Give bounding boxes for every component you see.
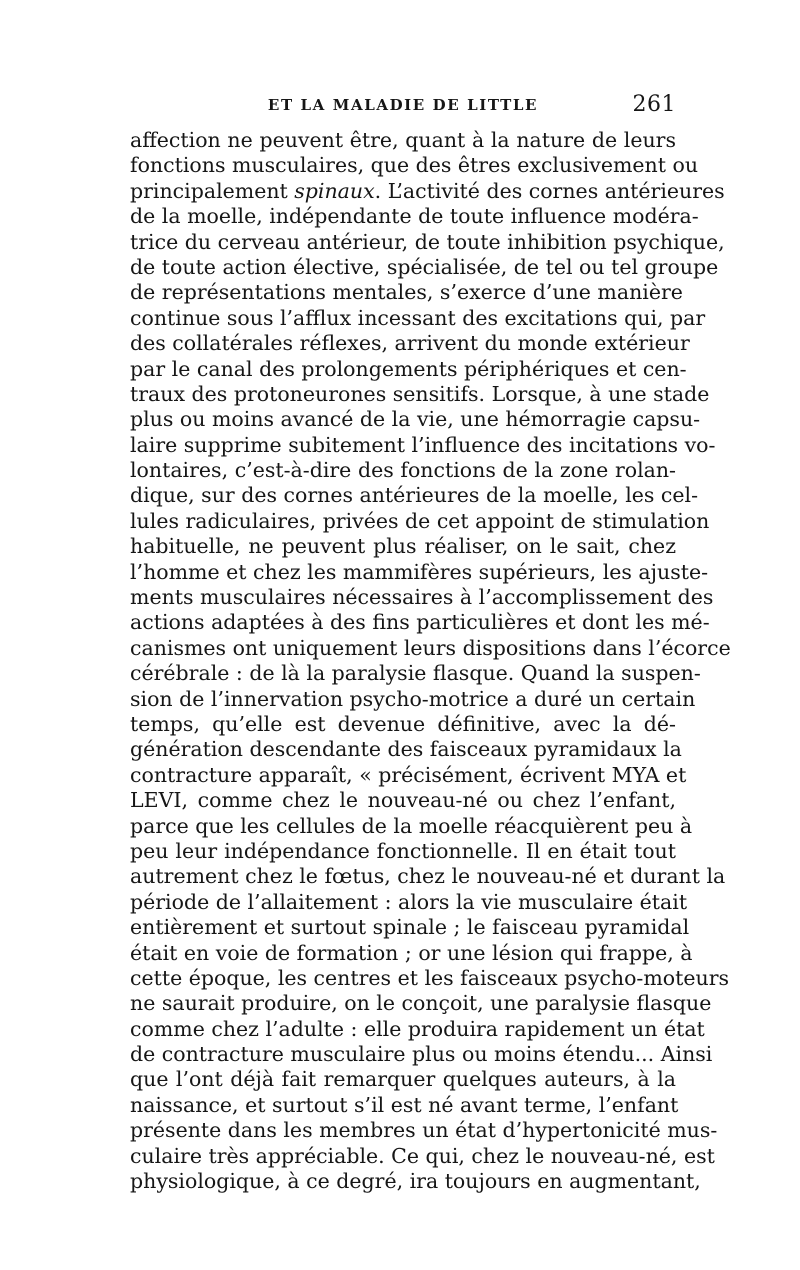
text-line: culaire très appréciable. Ce qui, chez le nouveau-né, est [130, 1143, 715, 1168]
text-line: parce que les cellules de la moelle réacquièrent peu à [130, 813, 693, 838]
text-line: autrement chez le fœtus, chez le nouveau-né et durant la [130, 864, 726, 889]
text-line: était en voie de formation ; or une lésion qui frappe, à [130, 940, 693, 965]
text-line: présente dans les membres un état d’hypertonicité mus- [130, 1118, 718, 1143]
text-line: ments musculaires nécessaires à l’accomplissement des [130, 585, 714, 610]
text-line: contracture apparaît, « précisément, écrivent MYA et [130, 762, 687, 787]
text-line: temps, qu’elle est devenue définitive, avec la dé- [130, 711, 676, 736]
body-text [130, 128, 731, 1194]
text-line: plus ou moins avancé de la vie, une hémorragie capsu- [130, 407, 701, 432]
text-line: des collatérales réflexes, arrivent du monde extérieur [130, 331, 690, 356]
text-line: laire supprime subitement l’influence des incitations vo- [130, 432, 716, 457]
text-line: de contracture musculaire plus ou moins étendu... Ainsi [130, 1042, 713, 1067]
text-line: que l’ont déjà fait remarquer quelques auteurs, à la [130, 1067, 676, 1092]
text-line: cette époque, les centres et les faisceaux psycho-moteurs [130, 965, 730, 990]
text-line: principalement spinaux. L’activité des cornes antérieures [130, 178, 725, 203]
text-line: actions adaptées à des fins particulières et dont les mé- [130, 610, 710, 635]
running-head [130, 92, 676, 122]
text-line: de la moelle, indépendante de toute influence modéra- [130, 204, 699, 229]
text-line: de toute action élective, spécialisée, de tel ou tel groupe [130, 254, 719, 279]
text-line: génération descendante des faisceaux pyramidaux la [130, 737, 682, 762]
text-line: trice du cerveau antérieur, de toute inhibition psychique, [130, 229, 725, 254]
text-line: fonctions musculaires, que des êtres exclusivement ou [130, 153, 699, 178]
text-line: canismes ont uniquement leurs dispositions dans l’écorce [130, 635, 731, 660]
text-line: lules radiculaires, privées de cet appoint de stimulation [130, 508, 710, 533]
text-line: comme chez l’adulte : elle produira rapidement un état [130, 1016, 705, 1041]
text-line: continue sous l’afflux incessant des excitations qui, par [130, 305, 706, 330]
text-line: physiologique, à ce degré, ira toujours en augmentant, [130, 1169, 701, 1194]
text-line: cérébrale : de là la paralysie flasque. Quand la suspen- [130, 661, 701, 686]
text-line: affection ne peuvent être, quant à la nature de leurs [130, 128, 676, 152]
running-title: ET LA MALADIE DE LITTLE [267, 96, 539, 114]
text-line: ne saurait produire, on le conçoit, une paralysie flasque [130, 991, 712, 1016]
text-line: période de l’allaitement : alors la vie musculaire était [130, 889, 688, 914]
text-line: naissance, et surtout s’il est né avant terme, l’enfant [130, 1092, 679, 1117]
text-line: habituelle, ne peuvent plus réaliser, on le sait, chez [130, 534, 676, 559]
text-line: lontaires, c’est-à-dire des fonctions de la zone rolan- [130, 458, 676, 483]
page-number: 261 [632, 92, 676, 117]
text-line: traux des protoneurones sensitifs. Lorsque, à une stade [130, 381, 710, 406]
text-line: sion de l’innervation psycho-motrice a duré un certain [130, 686, 696, 711]
text-line: dique, sur des cornes antérieures de la moelle, les cel- [130, 483, 699, 508]
text-line: LEVI, comme chez le nouveau-né ou chez l’enfant, [130, 788, 676, 813]
text-line: entièrement et surtout spinale ; le faisceau pyramidal [130, 915, 690, 940]
text-line: peu leur indépendance fonctionnelle. Il en était tout [130, 838, 676, 863]
text-line: l’homme et chez les mammifères supérieurs, les ajuste- [130, 559, 709, 584]
text-line: par le canal des prolongements périphériques et cen- [130, 356, 687, 381]
text-line: de représentations mentales, s’exerce d’une manière [130, 280, 683, 305]
